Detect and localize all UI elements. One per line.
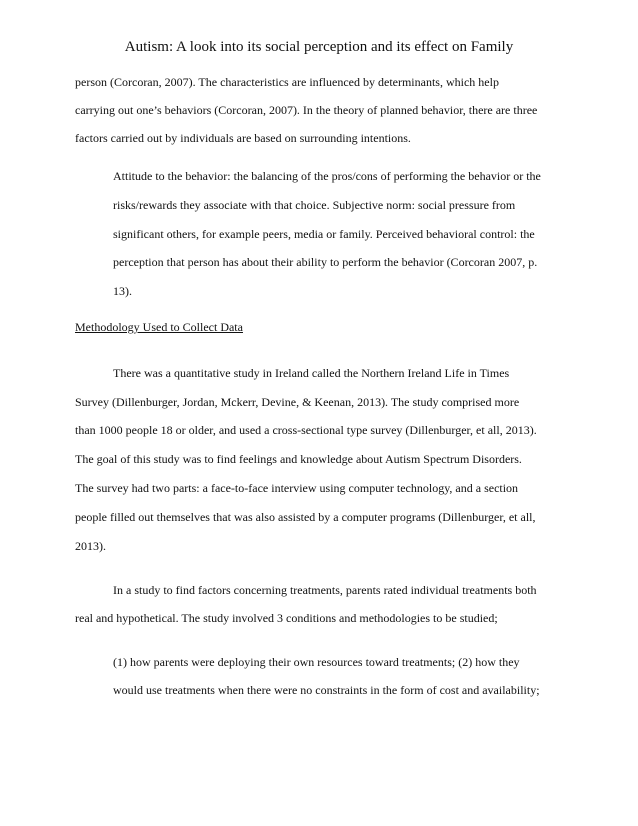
paragraph-2-line-6: people filled out themselves that was also assisted by a computer programs (Dillenburger, et all, — [75, 510, 536, 524]
paragraph-2-line-3: than 1000 people 18 or older, and used a cross-sectional type survey (Dillenburger, et all, 2013). — [75, 423, 537, 437]
paragraph-3-line-1: In a study to find factors concerning treatments, parents rated individual treatments both — [113, 583, 537, 597]
block-quote-1-line-5: 13). — [113, 284, 132, 298]
block-quote-1-line-4: perception that person has about their ability to perform the behavior (Corcoran 2007, p. — [113, 255, 538, 269]
section-heading: Methodology Used to Collect Data — [75, 320, 243, 334]
paragraph-1-line-1: person (Corcoran, 2007). The characteristics are influenced by determinants, which help — [75, 75, 499, 89]
paragraph-1-line-2: carrying out one’s behaviors (Corcoran, 2007). In the theory of planned behavior, there are three — [75, 103, 538, 117]
paragraph-2-line-5: The survey had two parts: a face-to-face interview using computer technology, and a section — [75, 481, 519, 495]
paragraph-2-line-2: Survey (Dillenburger, Jordan, Mckerr, Devine, & Keenan, 2013). The study comprised more — [75, 395, 520, 409]
paragraph-2-line-7: 2013). — [75, 539, 106, 553]
block-quote-1-line-2: risks/rewards they associate with that choice. Subjective norm: social pressure from — [113, 198, 516, 212]
paragraph-2-line-1: There was a quantitative study in Ireland called the Northern Ireland Life in Times — [113, 366, 510, 380]
block-quote-1-line-1: Attitude to the behavior: the balancing of the pros/cons of performing the behavior or the — [113, 169, 541, 183]
running-header: Autism: A look into its social perception and its effect on Family — [124, 39, 514, 55]
block-quote-1-line-3: significant others, for example peers, media or family. Perceived behavioral control: the — [113, 227, 535, 241]
block-quote-2-line-2: would use treatments when there were no constraints in the form of cost and availability; — [113, 683, 540, 697]
paragraph-3-line-2: real and hypothetical. The study involved 3 conditions and methodologies to be studied; — [75, 611, 498, 625]
paragraph-2-line-4: The goal of this study was to find feelings and knowledge about Autism Spectrum Disorders. — [75, 452, 522, 466]
paragraph-1-line-3: factors carried out by individuals are based on surrounding intentions. — [75, 131, 411, 145]
block-quote-2-line-1: (1) how parents were deploying their own resources toward treatments; (2) how they — [113, 655, 520, 669]
